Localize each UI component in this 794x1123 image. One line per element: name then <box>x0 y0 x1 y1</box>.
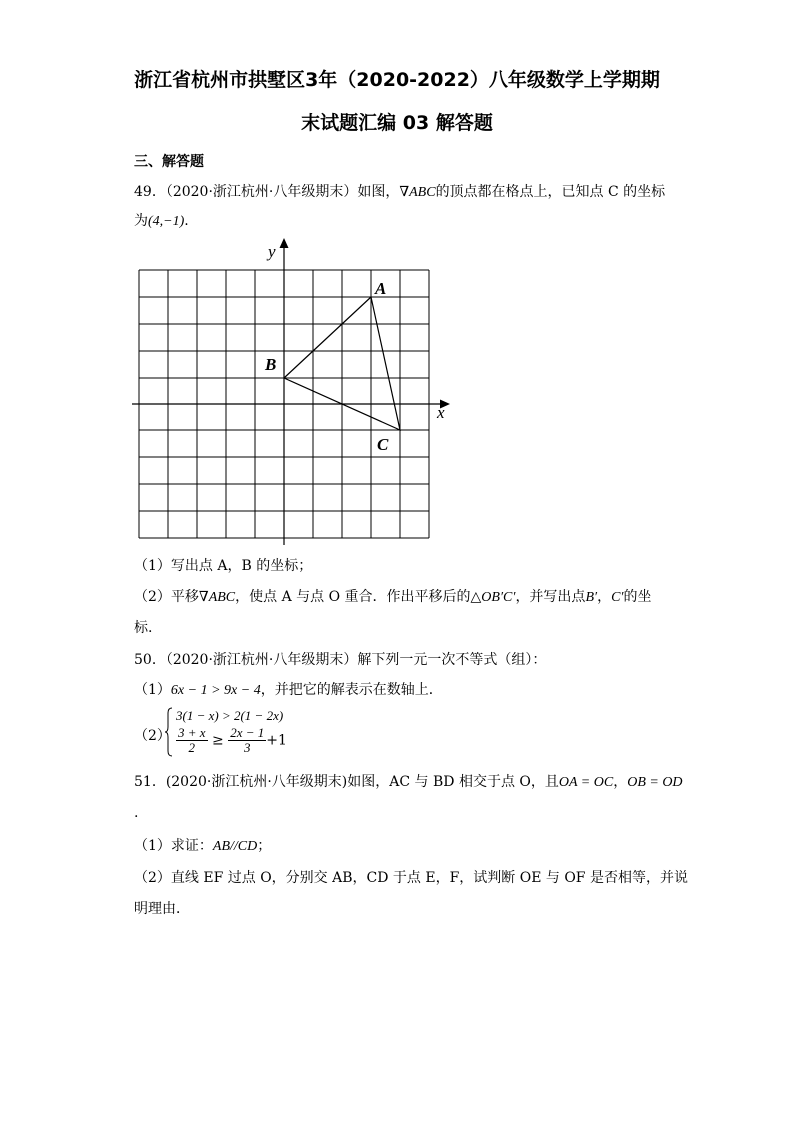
section-heading: 三、解答题 <box>134 154 204 170</box>
q49-part-2-line-2: 标. <box>134 620 153 636</box>
q49-c-prime: C′ <box>611 590 624 605</box>
q49-point-c-coord: (4,−1) <box>148 214 185 229</box>
q49-part2-c: ，并写出点 <box>515 589 586 605</box>
y-axis-label: y <box>268 242 276 261</box>
q49-grid-figure <box>0 0 794 560</box>
q50-fraction-2-denominator: 3 <box>243 740 251 755</box>
x-axis-label: x <box>437 403 445 422</box>
q50-stem: 50．（2020·浙江杭州·八年级期末）解下列一元一次不等式（组）： <box>134 652 547 668</box>
q49-b-prime: B′ <box>585 590 598 605</box>
q49-part2-d: ， <box>597 589 612 605</box>
q49-part2-b: ，使点 A 与点 O 重合．作出平移后的 <box>235 589 471 605</box>
q50-part2-prefix: （2） <box>134 728 171 744</box>
point-c-label: C <box>377 435 389 454</box>
q49-part2-a: （2）平移 <box>134 589 199 605</box>
q51-eq-oa-oc: OA = OC <box>558 775 614 790</box>
q49-part-2-line-1 <box>134 587 664 608</box>
q51-part-2-line-2: 明理由． <box>134 901 190 917</box>
document-title-line-2: 末试题汇编 03 解答题 <box>301 112 493 134</box>
q51-eq-ob-od: OB = OD <box>627 775 683 790</box>
point-a-label: A <box>375 279 387 298</box>
point-b-label: B <box>265 355 277 374</box>
q49-stem-suffix: . <box>184 213 189 229</box>
document-title-line-1: 浙江省杭州市拱墅区3年（2020-2022）八年级数学上学期期 <box>134 69 660 91</box>
q50-fraction-1 <box>176 726 208 755</box>
q49-part-1: （1）写出点 A，B 的坐标； <box>134 558 313 574</box>
q51-stem-text: 51．(2020·浙江杭州·八年级期末)如图，AC 与 BD 相交于点 O，且 <box>134 774 559 790</box>
q50-geq-sign: ≥ <box>212 732 224 749</box>
q51-part-1 <box>134 836 664 857</box>
q51-part1-parallel: AB//CD <box>212 839 258 854</box>
q50-fraction-2-numerator: 2x − 1 <box>230 725 265 740</box>
q50-fraction-1-denominator: 2 <box>188 740 196 755</box>
q50-plus-one: +1 <box>266 732 287 749</box>
q50-system-line-1: 3(1 − x) > 2(1 − 2x) <box>176 708 284 723</box>
q50-system-line-2 <box>176 726 376 755</box>
q49-part2-triangle: ∇ABC <box>198 590 236 605</box>
q49-part2-e: 的坐 <box>623 589 652 605</box>
y-axis-arrow-icon <box>280 238 289 248</box>
q50-part-1 <box>134 680 664 701</box>
q49-stem-text-b: 的顶点都在格点上，已知点 C 的坐标 <box>435 184 666 200</box>
q50-fraction-2 <box>228 726 266 755</box>
q50-part1-suffix: ，并把它的解表示在数轴上． <box>260 682 443 698</box>
q51-stem-period: . <box>134 805 139 821</box>
q50-fraction-1-numerator: 3 + x <box>178 725 206 740</box>
q51-part-2-line-1: （2）直线 EF 过点 O，分别交 AB，CD 于点 E，F，试判断 OE 与 OF 是否相等，并说 <box>134 870 688 886</box>
q49-triangle-abc: ∇ABC <box>399 185 436 200</box>
q49-stem-prefix: 为 <box>134 213 148 229</box>
axes <box>132 238 450 545</box>
q50-part1-inequality: 6x − 1 > 9x − 4 <box>170 683 261 698</box>
q50-part1-prefix: （1） <box>134 682 171 698</box>
q49-part2-triangle-prime: △OB′C′ <box>470 590 516 605</box>
q51-comma: ， <box>613 774 628 790</box>
q51-part1-suffix: ； <box>257 838 272 854</box>
q49-stem-text-a: 49．（2020·浙江杭州·八年级期末）如图， <box>134 184 400 200</box>
system-brace-icon <box>165 707 173 757</box>
q51-part1-prefix: （1）求证： <box>134 838 213 854</box>
q51-stem-line-1 <box>134 772 683 793</box>
